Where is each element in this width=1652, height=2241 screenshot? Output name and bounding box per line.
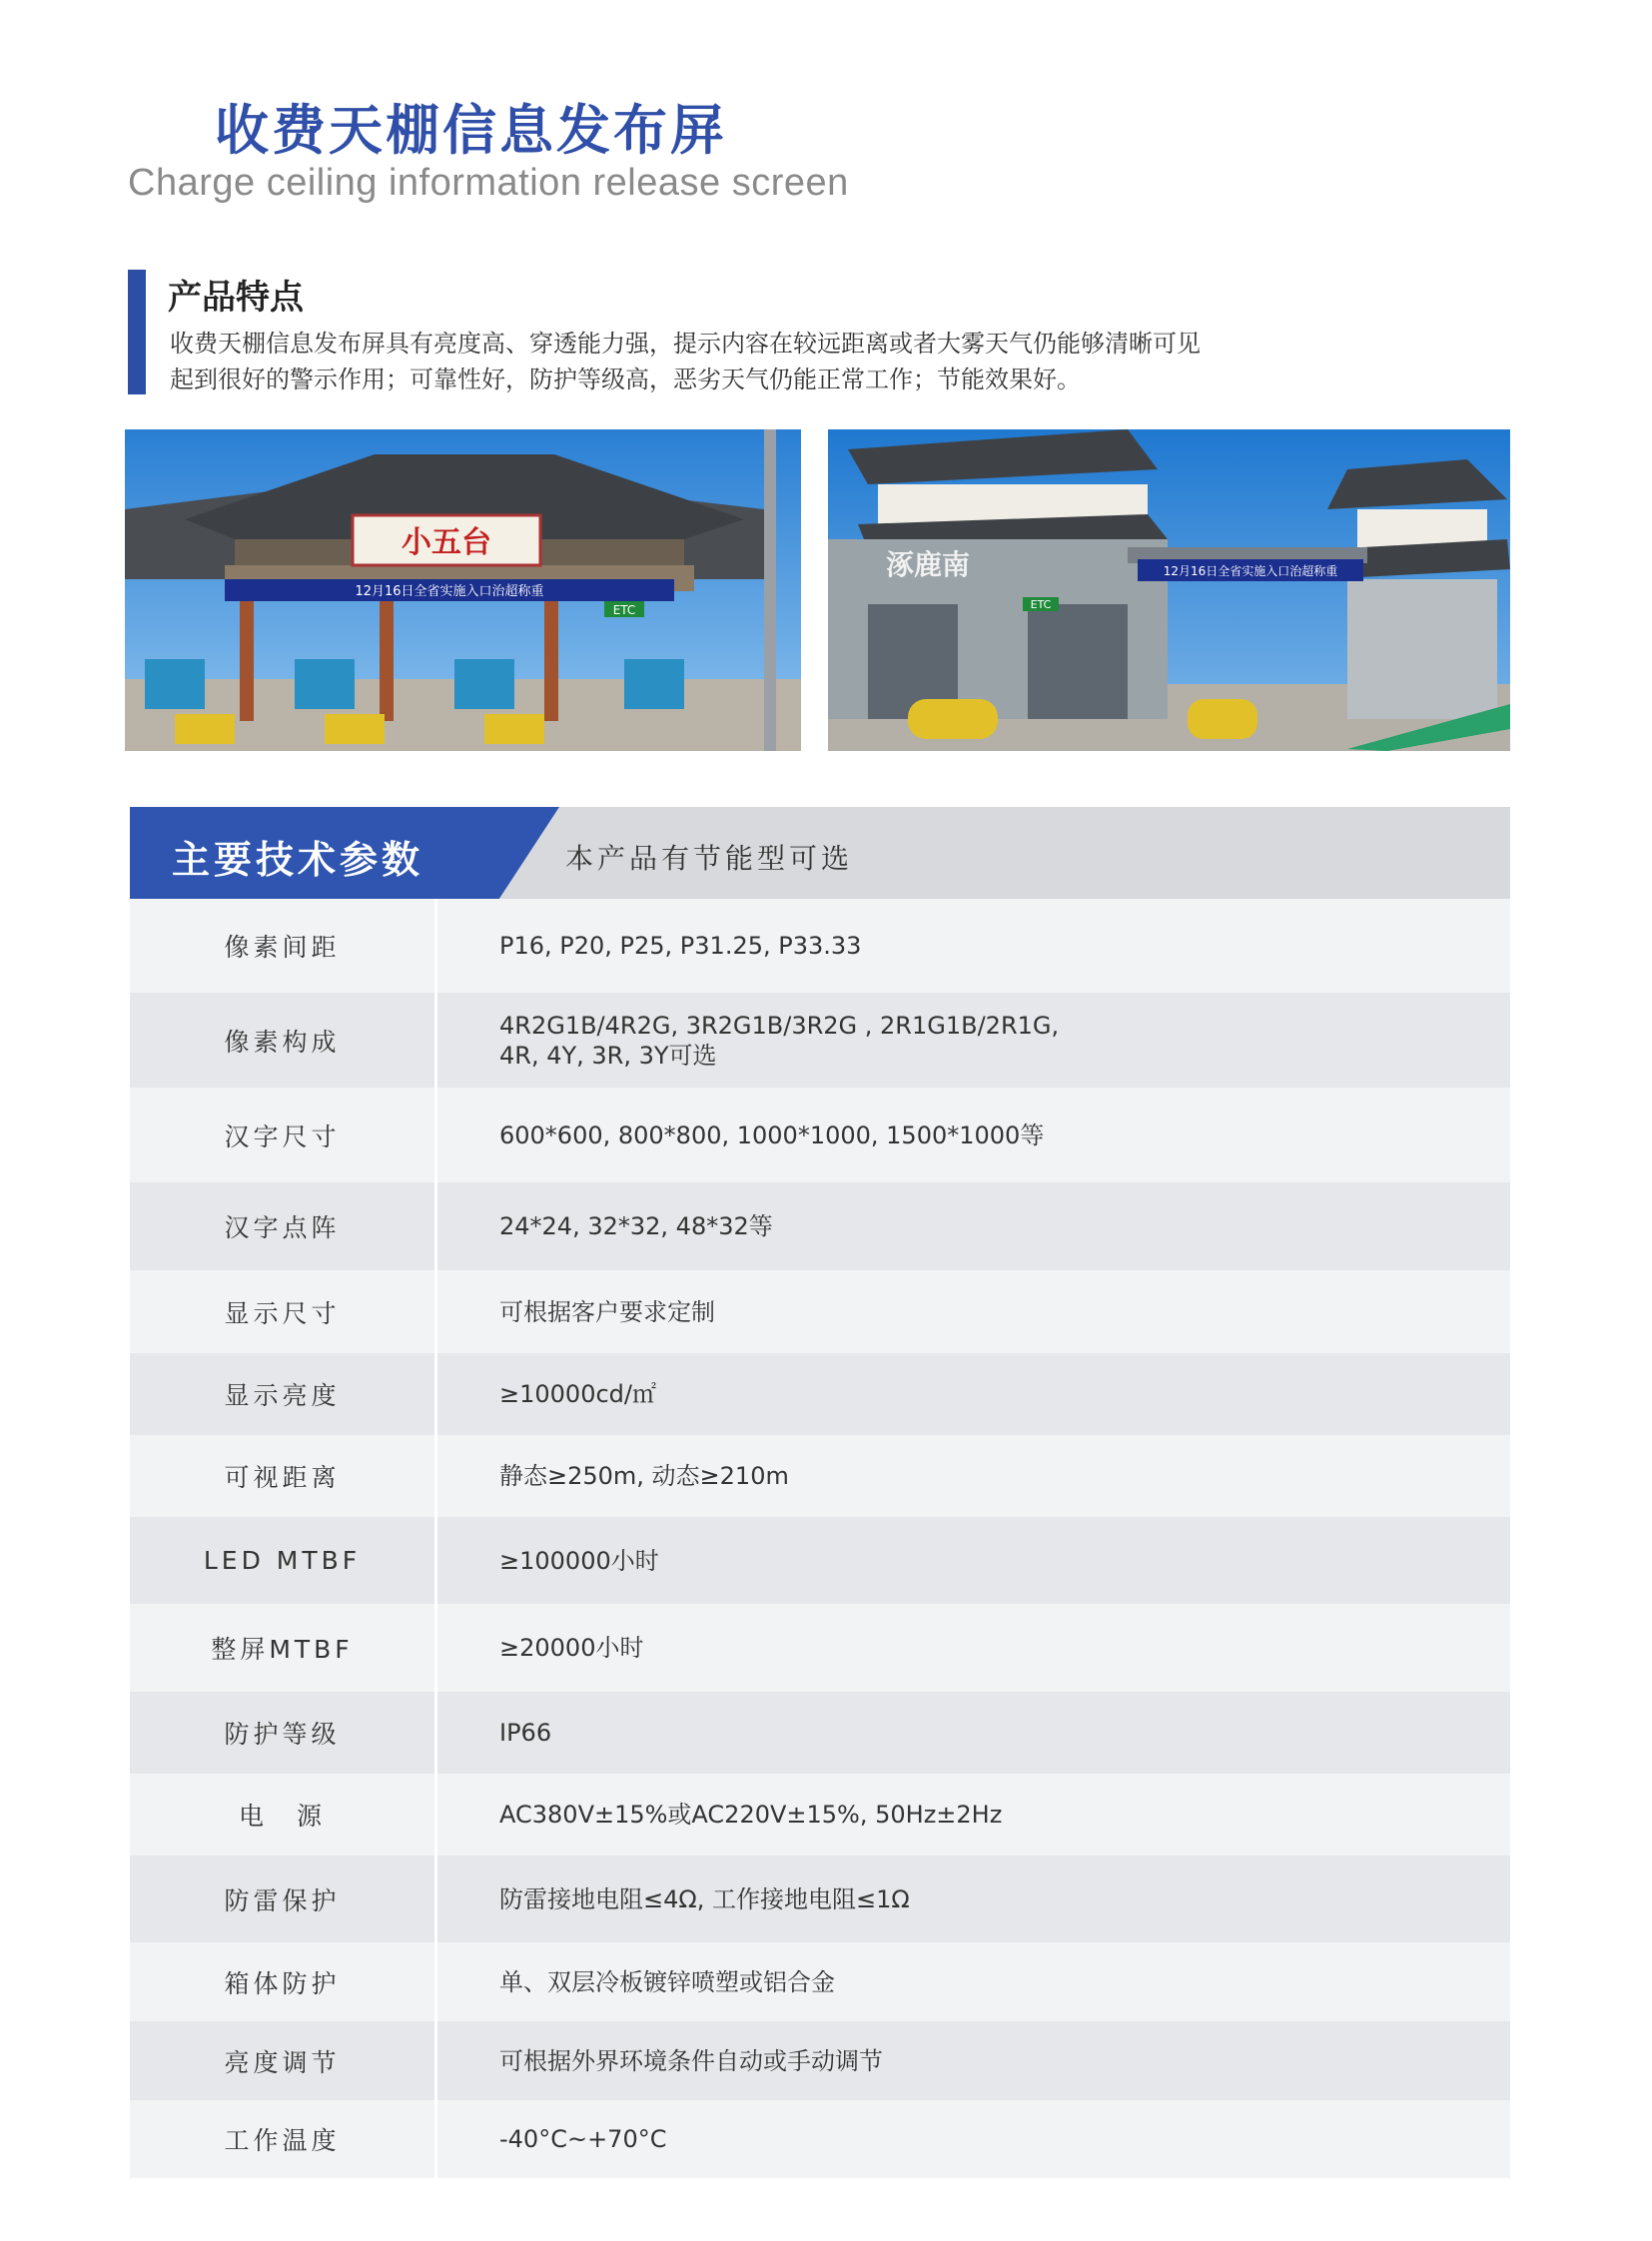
param-label: 汉字尺寸 (224, 1121, 341, 1151)
table-row (130, 2100, 1510, 2178)
param-label: 像素间距 (224, 933, 341, 962)
param-value (437, 1182, 1510, 1270)
param-value (437, 1774, 1510, 1856)
features-accent-bar (128, 270, 146, 394)
param-value-line: ≥10000cd/㎡ (499, 1380, 656, 1408)
photo-toll-gate-right (828, 429, 1510, 751)
param-value-line: ≥20000小时 (499, 1634, 644, 1662)
param-value-line: -40°C~+70°C (499, 2125, 667, 2153)
param-label: 像素构成 (224, 1027, 341, 1057)
param-label: 汉字点阵 (224, 1213, 341, 1242)
param-value (437, 1353, 1510, 1435)
param-value (437, 993, 1510, 1088)
table-row (130, 1692, 1510, 1774)
params-header-note: 本产品有节能型可选 (565, 842, 854, 875)
param-value (437, 1942, 1510, 2021)
photo-left-etc: ETC (612, 603, 636, 617)
photo-toll-gate-left (125, 429, 801, 751)
features-line-1: 收费天棚信息发布屏具有亮度高、穿透能力强，提示内容在较远距离或者大雾天气仍能够清晰可见 (170, 330, 1201, 358)
features-body (170, 326, 1308, 397)
params-header-title: 主要技术参数 (172, 838, 424, 882)
photo-right-gate-name: 涿鹿南 (885, 548, 971, 581)
param-value (437, 1270, 1510, 1353)
param-value-line: 600*600, 800*800, 1000*1000, 1500*1000等 (499, 1120, 1045, 1149)
param-label: 防雷保护 (224, 1885, 341, 1915)
page-title: 收费天棚信息发布屏 (215, 99, 727, 162)
params-header (130, 807, 1510, 899)
table-row (130, 1517, 1510, 1604)
param-value-line: AC380V±15%或AC220V±15%, 50Hz±2Hz (499, 1801, 1003, 1829)
photo-left-gate-name: 小五台 (402, 525, 491, 560)
photo-left-screen-text: 12月16日全省实施入口治超称重 (355, 584, 544, 599)
table-row (130, 1435, 1510, 1517)
table-row (130, 1604, 1510, 1692)
features-title: 产品特点 (168, 278, 304, 318)
param-value-line: 4R, 4Y, 3R, 3Y可选 (499, 1041, 717, 1070)
photo-right-screen-text: 12月16日全省实施入口治超称重 (1163, 564, 1338, 578)
param-label: 可视距离 (224, 1463, 341, 1492)
table-row (130, 993, 1510, 1088)
param-value-line: 4R2G1B/4R2G, 3R2G1B/3R2G , 2R1G1B/2R1G, (499, 1011, 1060, 1040)
table-row (130, 1856, 1510, 1942)
param-value-line: 可根据客户要求定制 (499, 1297, 715, 1326)
param-value (437, 1692, 1510, 1774)
param-value-line: IP66 (499, 1719, 552, 1747)
table-row (130, 1353, 1510, 1435)
table-row (130, 2021, 1510, 2100)
param-value (437, 1435, 1510, 1517)
param-value (437, 2100, 1510, 2178)
param-value-line: 24*24, 32*32, 48*32等 (499, 1212, 773, 1240)
param-label: 箱体防护 (224, 1968, 341, 1998)
page-subtitle: Charge ceiling information release screen (128, 162, 849, 204)
param-value (437, 1088, 1510, 1182)
param-value (437, 2021, 1510, 2100)
param-value-line: 防雷接地电阻≤4Ω, 工作接地电阻≤1Ω (499, 1884, 910, 1913)
param-value (437, 1604, 1510, 1692)
table-row (130, 1182, 1510, 1270)
table-row (130, 899, 1510, 993)
table-row (130, 1774, 1510, 1856)
table-row (130, 1270, 1510, 1353)
param-value (437, 1517, 1510, 1604)
param-value-line: 静态≥250m, 动态≥210m (499, 1462, 789, 1490)
param-label: 亮度调节 (224, 2047, 341, 2077)
param-label: LED MTBF (203, 1546, 362, 1575)
photo-right-etc: ETC (1030, 598, 1052, 611)
features-line-2: 起到很好的警示作用；可靠性好，防护等级高，恶劣天气仍能正常工作；节能效果好。 (170, 366, 1081, 393)
param-value-line: P16, P20, P25, P31.25, P33.33 (499, 932, 862, 960)
param-label: 电 源 (238, 1802, 326, 1831)
table-row (130, 1088, 1510, 1182)
param-label: 工作温度 (224, 2126, 341, 2155)
param-value-line: 单、双层冷板镀锌喷塑或铝合金 (499, 1967, 835, 1996)
param-label: 防护等级 (224, 1720, 341, 1749)
param-value (437, 899, 1510, 993)
table-row (130, 1942, 1510, 2021)
param-value-line: ≥100000小时 (499, 1546, 659, 1575)
param-label: 显示尺寸 (224, 1298, 341, 1328)
param-value-line: 可根据外界环境条件自动或手动调节 (499, 2046, 883, 2075)
param-label: 显示亮度 (224, 1381, 341, 1410)
param-value (437, 1856, 1510, 1942)
params-table (130, 899, 1510, 2178)
param-label: 整屏MTBF (211, 1635, 354, 1664)
